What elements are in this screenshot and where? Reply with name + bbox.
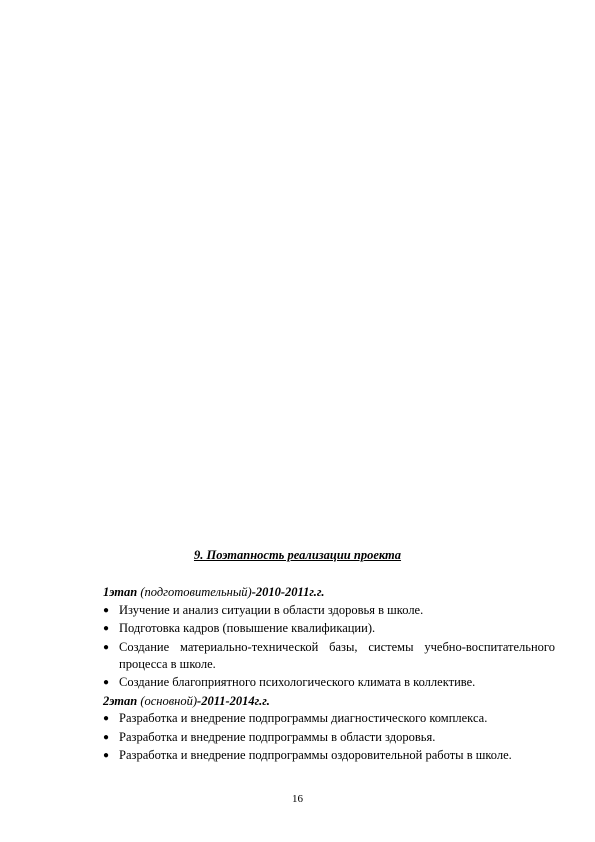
list-item-text: Разработка и внедрение подпрограммы в области здоровья. bbox=[119, 729, 436, 744]
list-item-text: Создание благоприятного психологического климата в коллективе. bbox=[119, 675, 476, 689]
bullet-icon: ● bbox=[103, 641, 110, 653]
list-item-text: Разработка и внедрение подпрограммы оздоровительной работы в школе. bbox=[119, 748, 512, 762]
list-item bbox=[103, 729, 555, 746]
list-item bbox=[103, 710, 555, 727]
stage-1-list bbox=[103, 602, 555, 692]
stage-2-number: 2этап bbox=[103, 693, 138, 708]
stage-1-name: (подготовительный) bbox=[140, 585, 252, 599]
stages-content bbox=[103, 584, 555, 766]
bullet-icon: ● bbox=[103, 750, 110, 761]
stage-1-number: 1этап bbox=[103, 585, 138, 599]
bullet-icon: ● bbox=[103, 623, 110, 634]
list-item-text: Изучение и анализ ситуации в области здоровья в школе. bbox=[119, 602, 424, 617]
list-item-text: Разработка и внедрение подпрограммы диагностического комплекса. bbox=[119, 711, 488, 725]
page-number: 16 bbox=[292, 793, 303, 805]
list-item bbox=[103, 620, 555, 637]
stage-2-years: -2011-2014г.г. bbox=[197, 693, 270, 708]
list-item bbox=[103, 639, 555, 673]
stage-2-name: (основной) bbox=[140, 693, 198, 708]
list-item-text: Создание материально-технической базы, системы учебно-воспитательного процесса в школе. bbox=[119, 639, 555, 671]
bullet-icon: ● bbox=[103, 713, 110, 724]
bullet-icon: ● bbox=[103, 604, 110, 616]
stage-2-list bbox=[103, 710, 555, 764]
stage-2-heading bbox=[103, 693, 555, 711]
list-item bbox=[103, 674, 555, 691]
stage-1-heading bbox=[103, 584, 555, 602]
stage-1-years: -2010-2011г.г. bbox=[251, 585, 325, 599]
bullet-icon: ● bbox=[103, 731, 110, 743]
list-item bbox=[103, 602, 555, 619]
list-item bbox=[103, 747, 555, 764]
bullet-icon: ● bbox=[103, 677, 110, 688]
section-title: 9. Поэтапность реализации проекта bbox=[193, 548, 402, 562]
list-item-text: Подготовка кадров (повышение квалификации). bbox=[119, 621, 376, 635]
